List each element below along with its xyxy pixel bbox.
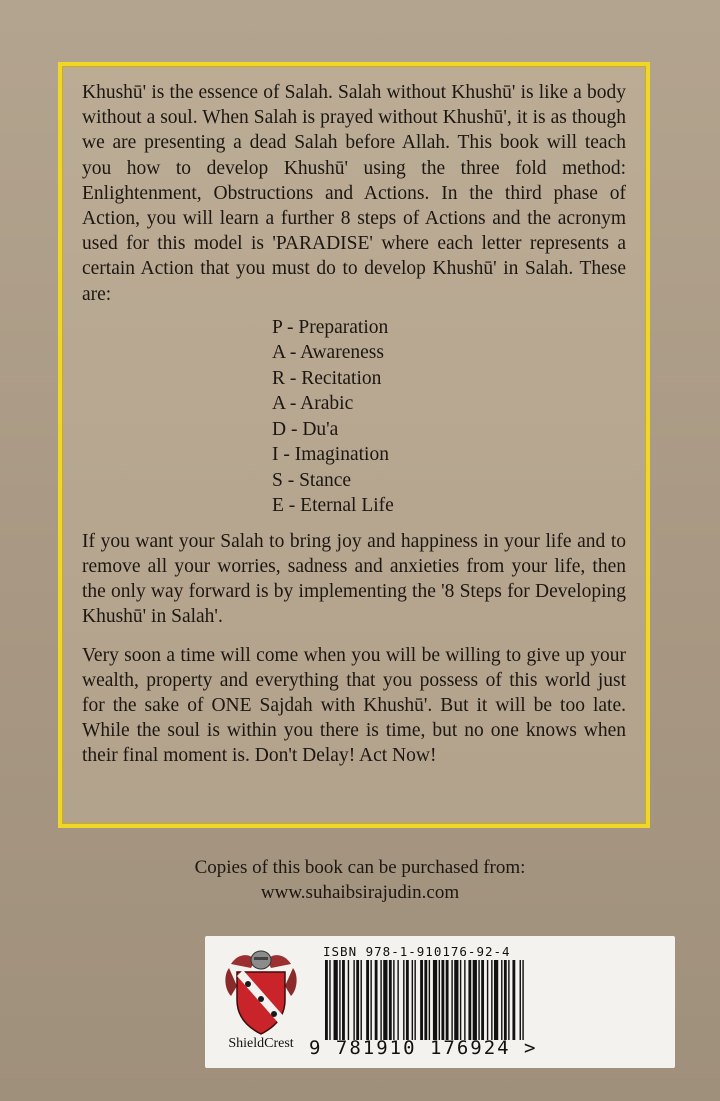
barcode-bar — [420, 960, 423, 1040]
list-item: I - Imagination — [272, 444, 389, 466]
barcode-bar — [325, 960, 328, 1040]
blurb-intro: Khushū' is the essence of Salah. Salah without Khushū' is like a body without a soul. When Salah is prayed without Khushū', it is as though we are presenting a dead Salah before Allah. This book will teach you how to develop Khushū' using the three fold method: Enlightenment, Obstructions and Actions. In the third phase of Action, you will learn a further 8 steps of Actions and the acronym used for this model is 'PARADISE' where each letter represents a certain Action that you must do to develop Khushū' in Salah. These are: — [82, 82, 626, 305]
barcode-bar — [342, 960, 345, 1040]
barcode-bar — [329, 960, 330, 1040]
barcode-bar — [468, 960, 471, 1040]
barcode-bar — [397, 960, 398, 1040]
barcode-bar — [487, 960, 488, 1040]
barcode-bar — [366, 960, 369, 1040]
list-item: R - Recitation — [272, 367, 382, 389]
barcode-bar — [412, 960, 413, 1040]
barcode-bar — [520, 960, 521, 1040]
barcode-bar — [353, 960, 354, 1040]
barcode-bar — [460, 960, 461, 1040]
barcode-bar — [481, 960, 484, 1040]
barcode-bar — [375, 960, 378, 1040]
barcode-bar — [494, 960, 498, 1040]
barcode-panel — [205, 936, 675, 1068]
isbn-label: ISBN 978-1-910176-92-4 — [323, 944, 511, 959]
shieldcrest-logo-icon — [221, 946, 301, 1036]
barcode-bar — [451, 960, 452, 1040]
barcode-bar — [446, 960, 449, 1040]
paradise-steps-list — [82, 315, 626, 519]
barcode — [323, 960, 663, 1040]
barcode-bar — [334, 960, 338, 1040]
barcode-bar — [339, 960, 340, 1040]
purchase-line: Copies of this book can be purchased from: — [194, 857, 526, 878]
blurb-text — [82, 80, 626, 769]
barcode-bar — [473, 960, 477, 1040]
barcode-bar — [478, 960, 479, 1040]
barcode-bar — [414, 960, 415, 1040]
barcode-bar — [439, 960, 440, 1040]
barcode-digits: 9 781910 176924 > — [309, 1037, 538, 1059]
barcode-bar — [522, 960, 523, 1040]
barcode-bar — [393, 960, 394, 1040]
barcode-bar — [383, 960, 387, 1040]
list-item: A - Awareness — [272, 342, 384, 364]
barcode-bar — [491, 960, 492, 1040]
blurb-paragraph-3: Very soon a time will come when you will be willing to give up your wealth, property and everything that you possess of this world just for the sake of ONE Sajdah with Khushū'. But it will be too late. While the soul is within you there is time, but no one knows when their final moment is. Don't Delay! Act Now! — [82, 644, 626, 767]
purchase-url: www.suhaibsirajudin.com — [260, 882, 460, 903]
barcode-bar — [508, 960, 509, 1040]
list-item: A - Arabic — [272, 393, 354, 415]
barcode-bar — [433, 960, 437, 1040]
barcode-bar — [429, 960, 430, 1040]
blurb-paragraph-2: If you want your Salah to bring joy and happiness in your life and to remove all your worries, sadness and anxieties from your life, then the only way forward is by implementing the '8 Steps for Developing Khushū' in Salah'. — [82, 530, 626, 628]
barcode-bar — [424, 960, 427, 1040]
barcode-bar — [370, 960, 371, 1040]
blurb-frame — [58, 62, 650, 828]
barcode-bar — [454, 960, 458, 1040]
barcode-bar — [501, 960, 502, 1040]
list-item: S - Stance — [272, 469, 352, 491]
barcode-bar — [441, 960, 444, 1040]
barcode-bar — [406, 960, 409, 1040]
list-item: P - Preparation — [272, 316, 389, 338]
publisher-name: ShieldCrest — [228, 1036, 294, 1051]
purchase-info — [0, 855, 720, 905]
barcode-bar — [504, 960, 507, 1040]
barcode-bar — [348, 960, 349, 1040]
barcode-bar — [464, 960, 465, 1040]
barcode-bar — [389, 960, 392, 1040]
barcode-bar — [356, 960, 359, 1040]
list-item: E - Eternal Life — [272, 495, 394, 517]
barcode-bar — [361, 960, 362, 1040]
barcode-bar — [403, 960, 404, 1040]
barcode-bar — [512, 960, 515, 1040]
barcode-bar — [380, 960, 381, 1040]
list-item: D - Du'a — [272, 418, 339, 440]
